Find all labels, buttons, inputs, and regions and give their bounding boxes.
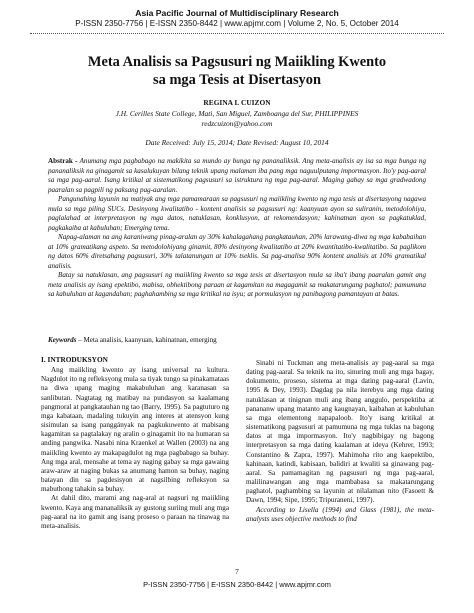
keywords-text: – Meta analisis, kaanyuan, kahinatnan, emerging: [76, 336, 217, 344]
body-paragraph-1: Sinabi ni Tuckman ang meta-analisis ay pag-aaral sa mga dating pag-aaral. Sa teknik na ito, sinuring muli ang mga bagay, dokumento, proseso, sistema at mga dating pag-aaral (Lavin, 1995 & Dey, 1993). Dagdag pa nila iterebyu ang mga dating natuklasan at tinignan muli ang ibang anggulo, perspektiba at panananw upang matanto ang kaugnayan, kaibahan at kabuluhan sa mga elementong napapaloob. Ito'y isang kritikal at sistematikong pagsusuri at pamumuna ng mga tuklas na bagong datos at mga impormasyon. Ito'y nagbibigay ng bagong interpretasyon sa mga dating kaalaman at ideya (Kehrer, 1993; Constantino & Zapra, 1997). Mahimoha rito ang kaepektibo, kahinaan, katindi, kabisaan, balidiri at kwaliti sa ginawang pag-aaral. Sa pamamagitan ng pagsusuri ng mga pag-aaral, malilinawangan ang mga mambabasa sa makatarungang paghatol, paghambing sa layunin at nilalaman nito (Fasoett & Dawn, 1994; Sipe, 1995; Tripuraneni, 1997).: [246, 359, 434, 505]
keywords: [48, 336, 426, 344]
page-number: 7: [235, 567, 239, 576]
header-divider: [30, 33, 444, 34]
journal-name: Asia Pacific Journal of Multidisciplinary Research: [135, 8, 339, 18]
abstract-paragraph-4: Batay sa natuklasan, ang pagsusuri ng maiikling kwento sa mga tesis at disertasyon mula sa iba't ibang paaralan gamit ang meta analisis ay isang epektibo, mabisa, obhektibong paraan at kagamitan na magagamit sa makatarungang paghatol; pamumuna sa kabuluhan at kagandahan; paghahambing sa mga kritikal na isyu; at pormulasyon ng panibagong pamantayan at batas.: [48, 271, 426, 298]
body-paragraph-2: According to Lisella (1994) and Glass (1981), the meta-analysts uses objective methods to find: [246, 505, 434, 523]
paper-title-line-2: sa mga Tesis at Disertasyon: [153, 72, 321, 88]
journal-issn-line: P-ISSN 2350-7756 | E-ISSN 2350-8442 | www.apjmr.com | Volume 2, No. 5, October 2014: [75, 19, 399, 28]
intro-paragraph-1: Ang maiikling kwento ay isang universal na kultura. Nagdulot ito ng refleksyong mula sa tiyak tungo sa pinakamataas na diwa upang maging makabuluhan ang karanasan sa sanlibutan. Nagtatag ng matibay na pundasyon sa kaalamang pangmoral at pangkatauhan ng tao (Barry, 1995). Sa pagtuturo ng mga kabataan, madaling tukuyin ang interes at atensyon kung sisimulan sa isang panggányak na pagkukuwento at mabisang kagamitan sa pagtalakay ng aralin o ginagamit ito na humaran sa anding pangwika. Nasabi nina Kraenkel at Wallen (2003) na ang maiikling kwento ay makapagdulot ng mga pagbabago sa buhay. Ang mga aral, mensahe at tema ay naging gabay sa mga gawaing araw-araw at naging bukas sa anumang hamon sa buhay, naging batayan din sa pagdesisyon at nagsilbing refleksyon sa mabuthong tahakin sa buhay.: [41, 366, 229, 494]
abstract-paragraph-1: [48, 157, 426, 195]
author-email: redzcuizon@yahoo.com: [201, 119, 273, 128]
left-column: [41, 355, 229, 531]
abstract-paragraph-3: Napag-alaman na ang karaniwang pinag-aralan ay 30% kahalagahang pangkatauhan, 20% larawang-diwa ng mga kababaihan at 10% gramatikang aspeto. Sa metodolohiyang ginamit, 80% desinyong kwalitatibo at 20% kwantitatibo-kwalitatibo. Sa paglikom ng datos 60% diretsahang pagsusuri, 30% talatanungan at 10% tseklis. Sa pag-analisa 90% kontent analisis at 10% gramatikal analisis.: [48, 233, 426, 270]
date-received: Date Received: July 15, 2014; Date Revised: August 10, 2014: [145, 138, 329, 147]
right-column: [246, 359, 434, 524]
abstract-paragraph-2: Pangunahing layunin na matiyak ang mga pamamaraan sa pagsusuri ng maiikling kwento ng mga tesis at disertasyong nagawa mula sa mga piling SUCs. Desinyong kwalitatibo - kontent analisis sa pagsusuri ng: kaanyuan ayon sa suliranin, metodolohiya, paglalahad at interpretasyon ng mga datos, natuklasan, konklusyon, at rekomendasyon; kahinatnan ayon sa pagkatuklad, pagkakaiba at kabuluhan; Emerging tema.: [48, 195, 426, 232]
footer-issn-line: P-ISSN 2350-7756 | E-ISSN 2350-8442 | www.apjmr.com: [143, 580, 331, 589]
abstract: [48, 157, 426, 300]
paper-title-line-1: Meta Analisis sa Pagsusuri ng Maiikling Kwento: [87, 54, 387, 70]
abstract-label: Abstrak -: [48, 157, 78, 165]
keywords-label: Keywords: [48, 336, 77, 344]
section-heading: I. INTRODUKSYON: [41, 355, 108, 364]
author-name: REGINA I. CUIZON: [203, 98, 271, 107]
author-affiliation: J.H. Cerilles State College, Mati, San Miguel, Zamboanga del Sur, PHILIPPINES: [115, 109, 359, 118]
abstract-text-1: Anumang mga pagbabago na makikita sa mundo ay bunga ng pananaliksik. Ang meta-analisis ay isa sa mga bunga ng pananaliksik na ginagamit sa kasalukuyan bilang teknik upang malaman iba pang mga naguulputang impormasyon. Ito'y pag-aaral sa mga pag-aaral. Isang kritikal at sistematikong pagsusuri sa istruktura ng mga pag-aaral. Maging gabay sa mga gradwadong paaralan sa pagpili ng paksang pag-aaralan.: [48, 157, 426, 194]
intro-paragraph-2: At dahil dito, marami ang nag-aral at nagsuri ng maiikling kwento. Kaya ang mananaliksik ay gustong suriing muli ang mga pag-aaral na ito gamit ang isang proseso o paraan na tinawag na meta-analisis.: [41, 494, 229, 530]
